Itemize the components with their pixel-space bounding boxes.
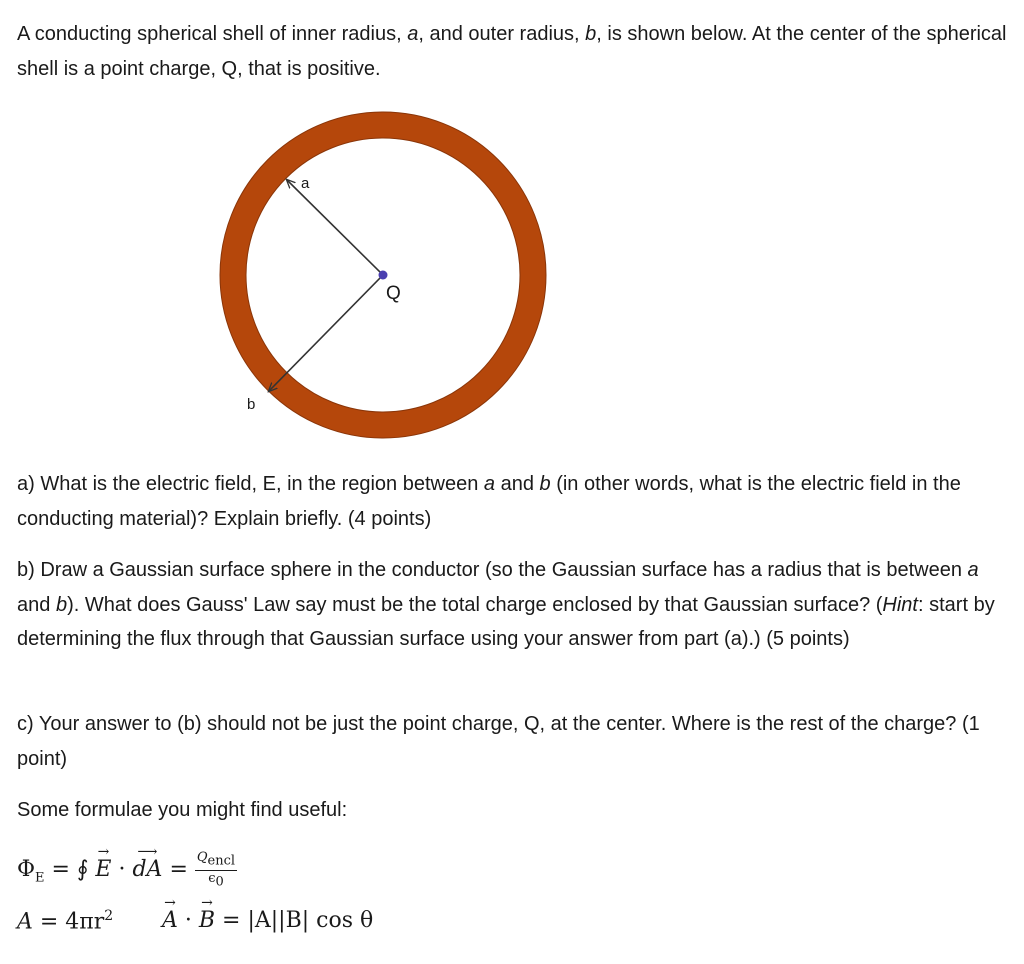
question-part-c: c) Your answer to (b) should not be just the point charge, Q, at the center. Where is the rest of the charge? (1 point) — [17, 713, 980, 770]
label-a: a — [301, 175, 310, 192]
sphere-area-formula: $A = 4\pi r^2$ — [17, 908, 114, 935]
label-b: b — [247, 396, 256, 413]
radius-b-arrow — [269, 275, 383, 391]
formulae-heading: Some formulae you might find useful: — [17, 799, 348, 821]
point-charge — [379, 271, 388, 280]
label-q: Q — [386, 283, 401, 304]
radius-a-arrow — [287, 180, 383, 275]
intro-paragraph: A conducting spherical shell of inner radius, a, and outer radius, b, is shown below. At the center of the spherical shell is a point charge, Q, that is positive. — [17, 23, 1007, 80]
question-part-a: a) What is the electric field, E, in the region between a and b (in other words, what is the electric field in the conducting material)? Explain briefly. (4 points) — [17, 473, 961, 530]
dot-product-formula: → A · → B = |A||B| cos θ — [162, 895, 374, 933]
spherical-shell-figure — [205, 100, 565, 460]
question-part-b: b) Draw a Gaussian surface sphere in the conductor (so the Gaussian surface has a radius that is between a and b). What does Gauss' Law say must be the total charge enclosed by that Gaussian surface? (Hint: start by determining the flux through that Gaussian surface using your answer from part (a).) (5 points) — [17, 559, 995, 650]
gauss-law-formula: $\Phi_E$ = ∮ → E · ⟶ dA = $\frac{Q_{encl}}{\epsilon_0}$ — [17, 844, 236, 890]
